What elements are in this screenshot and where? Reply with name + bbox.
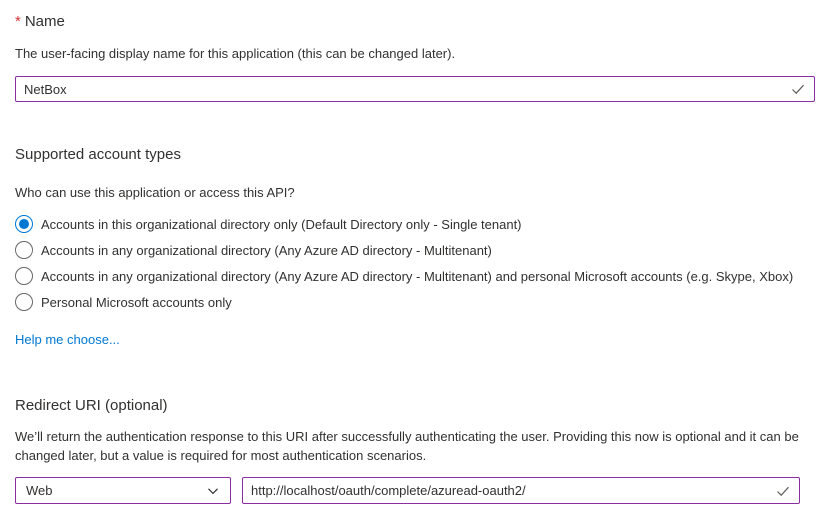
redirect-uri-title: Redirect URI (optional) [15,397,168,414]
radio-label: Accounts in any organizational directory (Any Azure AD directory - Multitenant) [41,242,492,258]
name-section-title [15,12,815,32]
redirect-uri-input-wrap [242,477,800,504]
platform-select-value: Web [26,483,53,498]
radio-label: Accounts in this organizational directory only (Default Directory only - Single tenant) [41,216,522,232]
redirect-uri-input[interactable] [242,477,800,504]
valid-checkmark-icon [790,81,806,97]
valid-checkmark-icon [775,483,791,499]
radio-label: Personal Microsoft accounts only [41,294,232,310]
redirect-uri-controls [15,477,815,504]
radio-icon[interactable] [15,293,33,311]
name-title-text: Name [24,13,65,30]
chevron-down-icon [206,484,220,498]
required-marker: * [15,13,21,30]
name-description: The user-facing display name for this application (this can be changed later). [15,46,456,61]
radio-label: Accounts in any organizational directory (Any Azure AD directory - Multitenant) and personal Microsoft accounts (e.g. Skype, Xbox) [41,268,794,284]
account-type-option-multitenant-personal[interactable] [15,263,815,289]
account-type-option-personal-only[interactable] [15,289,815,315]
account-types-title: Supported account types [15,146,181,163]
account-types-question: Who can use this application or access this API? [15,185,295,200]
platform-select[interactable] [15,477,231,504]
radio-icon[interactable] [15,215,33,233]
name-input-wrap [15,76,815,102]
redirect-uri-description: We’ll return the authentication response to this URI after successfully authenticating the user. Providing this now is optional and it can be changed later, but a value is required for most authentication scenarios. [15,429,799,463]
help-me-choose-link[interactable]: Help me choose... [15,332,120,347]
account-type-option-single-tenant[interactable] [15,211,815,237]
account-type-option-multitenant[interactable] [15,237,815,263]
radio-icon[interactable] [15,267,33,285]
name-input[interactable] [15,76,815,102]
account-types-radio-group [15,211,815,315]
radio-icon[interactable] [15,241,33,259]
